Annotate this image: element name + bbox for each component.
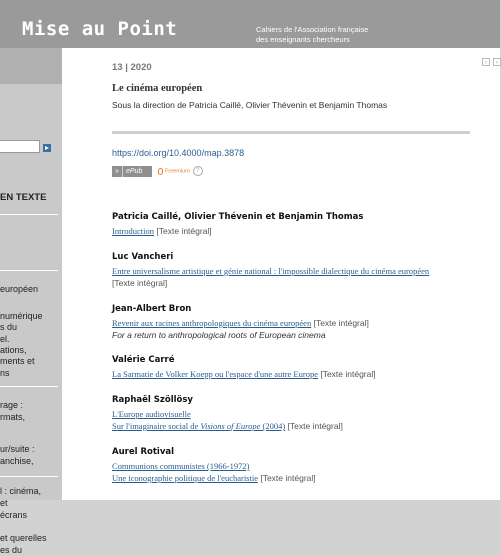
article-line (112, 226, 482, 238)
article-line (112, 461, 482, 473)
article-line (112, 473, 482, 485)
sidebar-link[interactable]: s du (0, 322, 18, 332)
article-title-link[interactable]: Une iconographie politique de l'eucharistie (112, 473, 258, 483)
sidebar-link[interactable]: écrans (0, 510, 28, 520)
open-access-icon (158, 168, 163, 175)
article-title-link[interactable]: Entre universalisme artistique et génie national : l'impossible dialectique du cinéma européen (112, 266, 430, 276)
article-title-link[interactable]: L'Europe audiovisuelle (112, 409, 191, 419)
article-title-link[interactable]: Revenir aux racines anthropologiques du cinéma européen (112, 318, 312, 328)
subtitle-line: des enseignants chercheurs (256, 35, 350, 44)
author-name: Patricia Caillé, Olivier Thévenin et Benjamin Thomas (112, 212, 364, 222)
table-of-contents (112, 212, 482, 499)
toc-entry (112, 447, 482, 485)
previous-issue-button[interactable]: ‹ (482, 58, 490, 66)
divider (0, 270, 58, 271)
sidebar-link[interactable]: ments et (0, 356, 35, 366)
subtitle-line: Cahiers de l'Association française (256, 25, 369, 34)
epub-download-button[interactable] (112, 166, 152, 177)
download-arrow-icon: » (112, 166, 123, 177)
sidebar-link[interactable]: el. (0, 334, 10, 344)
toc-entry (112, 212, 482, 238)
epub-label: ePub (126, 168, 143, 175)
article-line (112, 278, 482, 290)
toc-entry (112, 252, 482, 290)
issue-editors: Sous la direction de Patricia Caillé, Olivier Thévenin et Benjamin Thomas (112, 100, 388, 110)
toc-entry (112, 304, 482, 341)
sidebar-link[interactable]: ns (0, 368, 10, 378)
author-name: Raphaël Szöllösy (112, 395, 193, 405)
author-name: Luc Vancheri (112, 252, 174, 262)
author-name: Valérie Carré (112, 355, 175, 365)
issue-number: 13 | 2020 (112, 62, 152, 73)
article-title-link[interactable]: Sur l'imaginaire social de Visions of Europe (2004) (112, 421, 286, 431)
freemium-label: Freemium (165, 168, 190, 175)
sidebar-band (0, 48, 62, 84)
site-subtitle (256, 25, 368, 45)
article-line (112, 318, 482, 330)
site-title[interactable]: Mise au Point (22, 18, 178, 40)
sidebar-link[interactable]: et (0, 498, 8, 508)
sidebar-link[interactable]: es du (0, 545, 23, 555)
divider (112, 131, 470, 134)
site-header (0, 0, 500, 48)
sidebar (0, 48, 62, 555)
full-text-link[interactable]: [Texte intégral] (311, 318, 369, 328)
article-line (112, 369, 482, 381)
sidebar-link[interactable]: ur/suite : (0, 444, 35, 454)
article-line (112, 409, 482, 421)
sidebar-link[interactable]: l : cinéma, (0, 486, 42, 496)
sidebar-link[interactable]: et querelles (0, 533, 47, 543)
freemium-badge[interactable] (158, 166, 203, 177)
sidebar-link[interactable]: ations, (0, 345, 27, 355)
article-title-link[interactable]: Communions communistes (1966-1972) (112, 461, 250, 471)
divider (0, 476, 58, 477)
sidebar-link[interactable]: numérique (0, 311, 43, 321)
sidebar-link[interactable]: rage : (0, 400, 24, 410)
sidebar-heading: EN TEXTE (0, 192, 47, 203)
author-name: Aurel Rotival (112, 447, 175, 457)
full-text-link[interactable]: [Texte intégral] (257, 473, 316, 483)
divider (0, 214, 58, 215)
article-title-link[interactable]: La Sarmatie de Volker Koepp ou l'espace d'une autre Europe (112, 369, 318, 379)
article-title-link[interactable]: Introduction (112, 226, 155, 236)
sidebar-link[interactable]: anchise, (0, 456, 34, 466)
sidebar-link[interactable]: européen (0, 284, 39, 294)
sidebar-link[interactable]: rmats, (0, 412, 26, 422)
issue-title: Le cinéma européen (112, 83, 203, 94)
toc-entry (112, 395, 482, 433)
full-text-link[interactable]: [Texte intégral] (317, 369, 376, 379)
full-text-link[interactable]: [Texte intégral] (154, 226, 212, 236)
alternate-title: For a return to anthropological roots of European cinema (112, 330, 326, 340)
article-line (112, 266, 482, 278)
author-name: Jean-Albert Bron (112, 304, 192, 314)
search-input[interactable] (0, 140, 40, 153)
full-text-link[interactable]: [Texte intégral] (112, 278, 168, 288)
full-text-link[interactable]: [Texte intégral] (285, 421, 343, 431)
toc-entry (112, 355, 482, 381)
search-button[interactable] (43, 144, 51, 152)
main-content (62, 48, 500, 500)
divider (0, 386, 58, 387)
next-issue-button[interactable]: › (493, 58, 501, 66)
doi-link[interactable]: https://doi.org/10.4000/map.3878 (112, 148, 245, 158)
article-line (112, 421, 482, 433)
help-icon[interactable]: ? (193, 166, 203, 176)
